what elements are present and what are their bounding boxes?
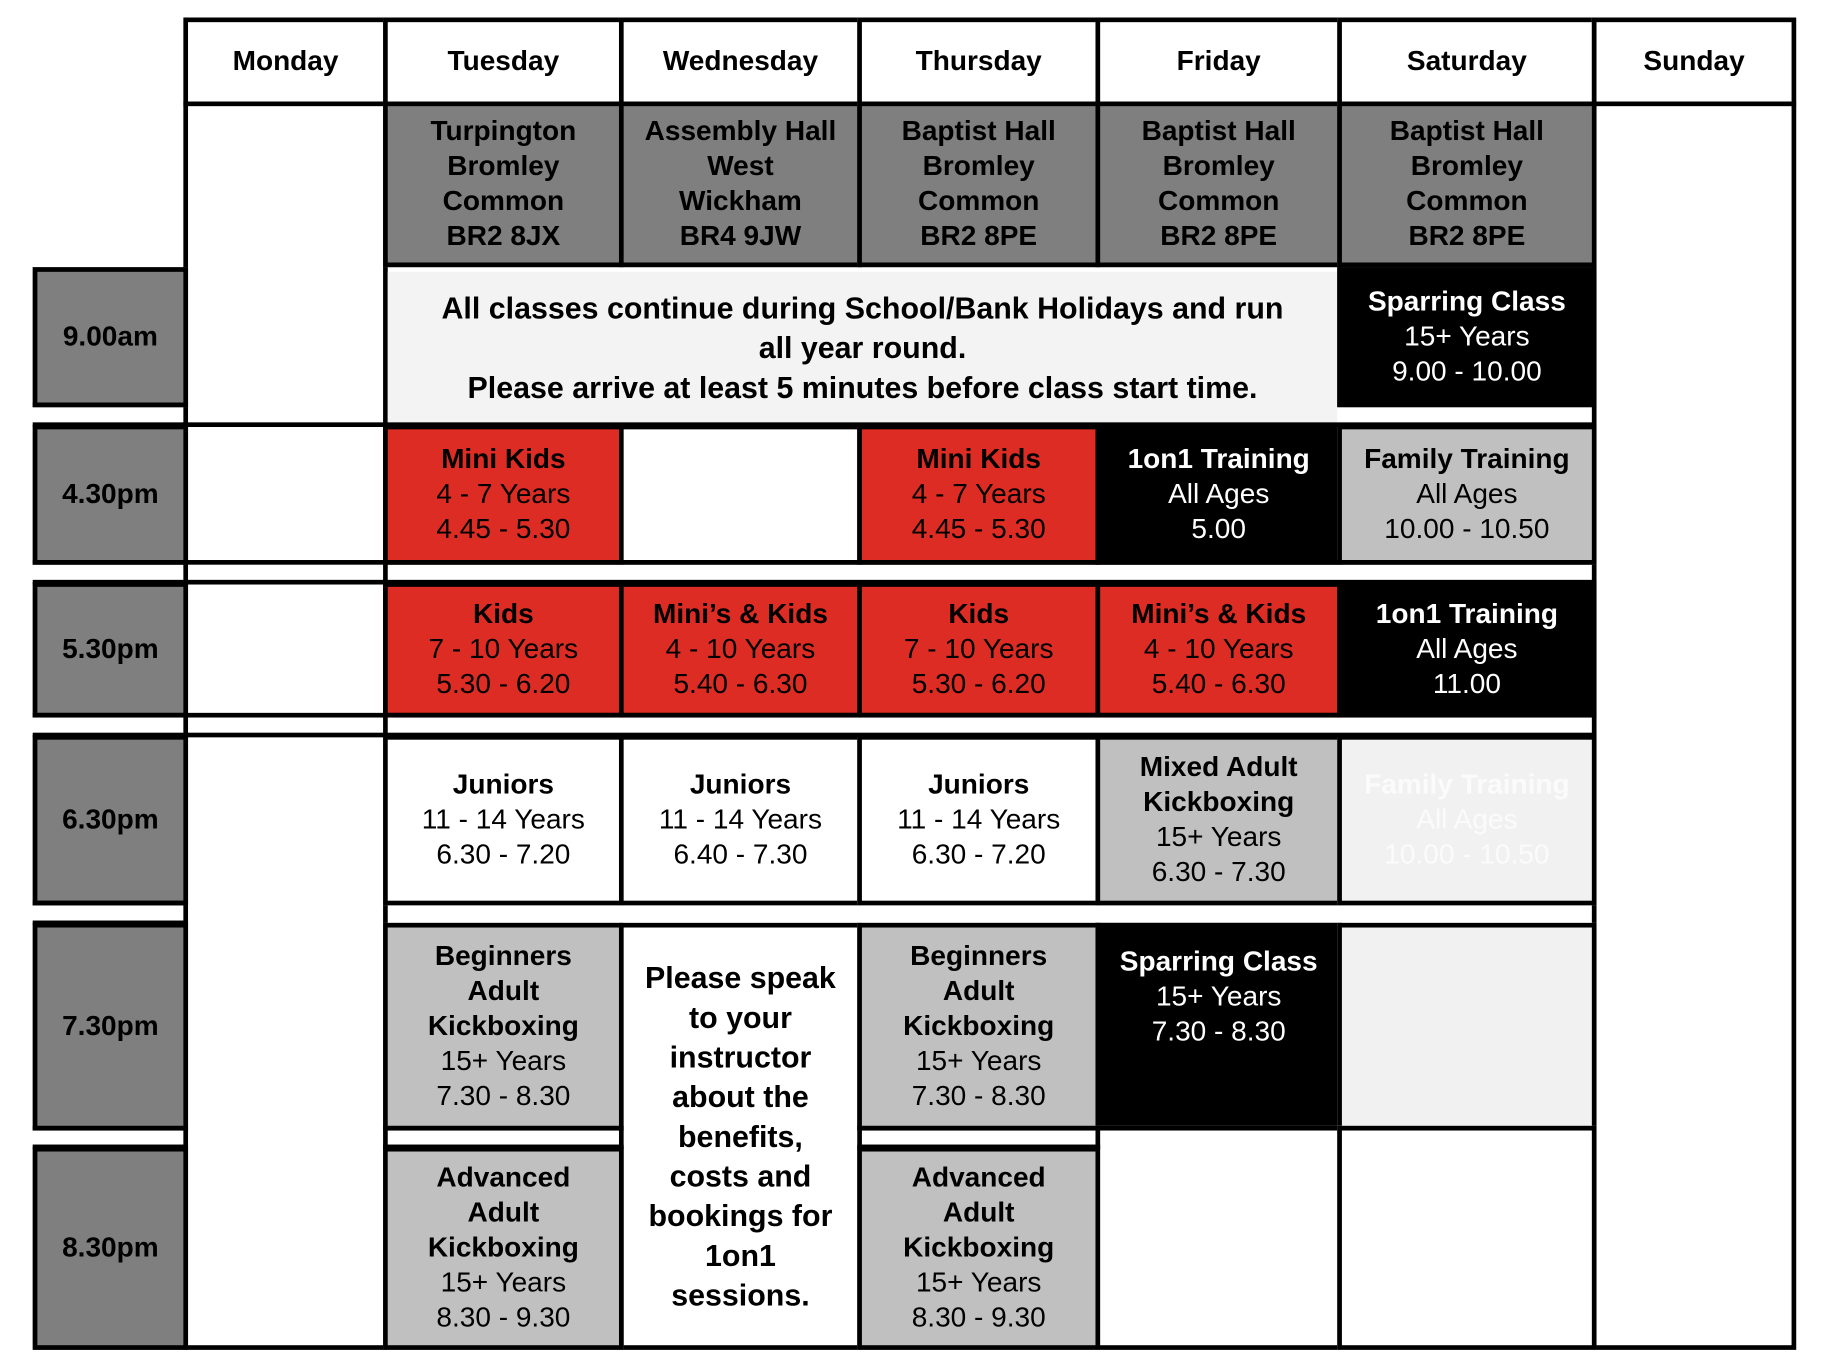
class-time: 6.30 - 7.20 bbox=[436, 838, 571, 871]
class-name: Beginners bbox=[910, 940, 1048, 972]
class-time: 8.30 - 9.30 bbox=[911, 1302, 1046, 1334]
notice-line: all year round. bbox=[758, 330, 967, 366]
class-time: 7.30 - 8.30 bbox=[911, 1080, 1046, 1112]
class-age: 4 - 10 Years bbox=[665, 633, 816, 666]
class-fri-sparring bbox=[1095, 923, 1341, 1131]
class-age: All Ages bbox=[1416, 803, 1518, 836]
class-age: 11 - 14 Years bbox=[658, 803, 823, 836]
class-thu-mini-kids bbox=[857, 425, 1100, 565]
time-label: 9.00am bbox=[62, 320, 158, 353]
class-sat-family-faded bbox=[1337, 735, 1596, 905]
class-thu-beginners bbox=[857, 923, 1100, 1131]
class-sat-sparring bbox=[1337, 267, 1596, 407]
venue-line: Bromley bbox=[1410, 150, 1523, 183]
divider bbox=[383, 1126, 624, 1131]
divider bbox=[857, 1126, 1100, 1131]
class-name: Juniors bbox=[452, 768, 554, 801]
venue-line: Bromley bbox=[447, 150, 560, 183]
class-name: Advanced bbox=[436, 1162, 571, 1194]
class-name: Sparring Class bbox=[1367, 285, 1566, 318]
class-time: 4.45 - 5.30 bbox=[911, 513, 1046, 545]
note-line: to your bbox=[688, 999, 792, 1035]
venue-line: Turpington bbox=[430, 115, 577, 148]
venue-postcode: BR4 9JW bbox=[679, 220, 802, 253]
class-age: 15+ Years bbox=[915, 1267, 1042, 1299]
class-time: 5.40 - 6.30 bbox=[673, 668, 808, 701]
venue-saturday bbox=[1337, 102, 1596, 268]
time-630pm bbox=[33, 735, 188, 905]
note-line: Please speak bbox=[645, 960, 836, 996]
venue-thursday bbox=[857, 102, 1100, 268]
venue-wednesday bbox=[619, 102, 862, 268]
empty-wed-430 bbox=[619, 425, 862, 565]
class-name: Sparring Class bbox=[1119, 946, 1318, 978]
class-tue-mini-kids bbox=[383, 425, 624, 565]
class-age: 15+ Years bbox=[440, 1045, 567, 1077]
class-name: Kickboxing bbox=[903, 1010, 1055, 1042]
class-name: 1on1 Training bbox=[1375, 598, 1558, 631]
class-time: 8.30 - 9.30 bbox=[436, 1302, 571, 1334]
class-wed-juniors bbox=[619, 735, 862, 905]
header-thursday-label: Thursday bbox=[915, 45, 1042, 78]
class-time: 11.00 bbox=[1432, 668, 1501, 701]
venue-line: Bromley bbox=[922, 150, 1035, 183]
divider bbox=[33, 713, 1597, 718]
class-name: Kickboxing bbox=[903, 1232, 1055, 1264]
time-430pm bbox=[33, 425, 188, 565]
class-age: 15+ Years bbox=[440, 1267, 567, 1299]
class-tue-beginners bbox=[383, 923, 624, 1131]
note-line: sessions. bbox=[671, 1277, 810, 1313]
class-wed-minis-kids bbox=[619, 582, 862, 717]
note-line: instructor bbox=[669, 1039, 812, 1075]
class-name: Juniors bbox=[928, 768, 1030, 801]
header-friday-label: Friday bbox=[1176, 45, 1261, 78]
empty-fri-830 bbox=[1095, 1126, 1341, 1350]
class-age: 4 - 10 Years bbox=[1143, 633, 1294, 666]
class-name: Mini Kids bbox=[916, 443, 1041, 475]
venue-postcode: BR2 8PE bbox=[1160, 220, 1278, 253]
venue-tuesday bbox=[383, 102, 624, 268]
class-age: 15+ Years bbox=[1155, 981, 1282, 1013]
divider bbox=[33, 901, 188, 906]
class-name: Family Training bbox=[1364, 768, 1570, 801]
divider bbox=[383, 1145, 624, 1150]
class-thu-advanced bbox=[857, 1147, 1100, 1350]
venue-friday bbox=[1095, 102, 1341, 268]
class-age: 11 - 14 Years bbox=[421, 803, 585, 836]
divider bbox=[33, 1145, 188, 1150]
class-age: 4 - 7 Years bbox=[436, 478, 571, 510]
sunday-column bbox=[1592, 102, 1796, 1350]
class-time: 5.30 - 6.20 bbox=[911, 668, 1046, 701]
header-saturday bbox=[1337, 18, 1596, 107]
time-label: 6.30pm bbox=[62, 803, 159, 836]
class-time: 10.00 - 10.50 bbox=[1384, 513, 1550, 545]
time-label: 4.30pm bbox=[62, 478, 159, 510]
time-730pm bbox=[33, 923, 188, 1131]
note-line: 1on1 bbox=[705, 1237, 776, 1273]
divider bbox=[33, 733, 1597, 738]
header-wednesday bbox=[619, 18, 862, 107]
note-line: benefits, bbox=[678, 1118, 803, 1154]
time-label: 5.30pm bbox=[62, 633, 159, 666]
notice-line: Please arrive at least 5 minutes before class start time. bbox=[467, 369, 1258, 405]
class-name: Kids bbox=[948, 598, 1010, 631]
class-thu-juniors bbox=[857, 735, 1100, 905]
class-name: Adult bbox=[467, 1197, 540, 1229]
class-name: 1on1 Training bbox=[1127, 443, 1310, 475]
header-monday-label: Monday bbox=[232, 45, 339, 78]
class-name: Adult bbox=[467, 975, 540, 1007]
time-900am bbox=[33, 267, 188, 407]
divider bbox=[33, 1126, 188, 1131]
venue-line: Assembly Hall bbox=[644, 115, 837, 148]
class-fri-minis-kids bbox=[1095, 582, 1341, 717]
class-fri-mixed-adult bbox=[1095, 735, 1341, 905]
divider bbox=[33, 580, 1597, 585]
venue-line: Common bbox=[442, 185, 565, 218]
divider bbox=[33, 921, 188, 926]
class-name: Kickboxing bbox=[1143, 786, 1295, 818]
class-name: Kickboxing bbox=[427, 1232, 579, 1264]
class-sat-family bbox=[1337, 425, 1596, 565]
class-name: Beginners bbox=[434, 940, 572, 972]
venue-postcode: BR2 8PE bbox=[920, 220, 1038, 253]
class-name: Adult bbox=[942, 1197, 1015, 1229]
venue-line: Baptist Hall bbox=[1389, 115, 1544, 148]
class-name: Advanced bbox=[911, 1162, 1046, 1194]
class-time: 6.40 - 7.30 bbox=[673, 838, 808, 871]
class-thu-kids bbox=[857, 582, 1100, 717]
class-time: 7.30 - 8.30 bbox=[436, 1080, 571, 1112]
class-age: 15+ Years bbox=[1155, 821, 1282, 853]
class-age: 11 - 14 Years bbox=[897, 803, 1061, 836]
class-name: Family Training bbox=[1364, 443, 1570, 475]
class-age: 7 - 10 Years bbox=[903, 633, 1054, 666]
venue-line: Common bbox=[1157, 185, 1280, 218]
class-age: 4 - 7 Years bbox=[911, 478, 1046, 510]
class-time: 7.30 - 8.30 bbox=[1151, 1016, 1286, 1048]
venue-line: Common bbox=[917, 185, 1040, 218]
divider bbox=[33, 403, 188, 408]
class-age: 7 - 10 Years bbox=[428, 633, 579, 666]
class-time: 10.00 - 10.50 bbox=[1384, 838, 1550, 871]
class-time: 9.00 - 10.00 bbox=[1392, 355, 1542, 388]
divider bbox=[33, 560, 1597, 565]
class-tue-juniors bbox=[383, 735, 624, 905]
empty-sat-830 bbox=[1337, 1126, 1596, 1350]
time-label: 8.30pm bbox=[62, 1232, 159, 1264]
monday-column bbox=[183, 102, 387, 1350]
time-530pm bbox=[33, 582, 188, 717]
class-age: All Ages bbox=[1416, 478, 1518, 510]
venue-line: Bromley bbox=[1162, 150, 1275, 183]
header-monday bbox=[183, 18, 387, 107]
class-name: Kids bbox=[472, 598, 534, 631]
class-name: Juniors bbox=[689, 768, 792, 801]
venue-line: West bbox=[707, 150, 774, 183]
note-line: about the bbox=[672, 1079, 809, 1115]
divider bbox=[33, 422, 1597, 427]
class-name: Adult bbox=[942, 975, 1015, 1007]
class-age: 15+ Years bbox=[1404, 320, 1530, 353]
header-tuesday bbox=[383, 18, 624, 107]
class-time: 5.30 - 6.20 bbox=[436, 668, 571, 701]
header-sunday-label: Sunday bbox=[1643, 45, 1745, 78]
class-tue-advanced bbox=[383, 1147, 624, 1350]
header-saturday-label: Saturday bbox=[1406, 45, 1527, 78]
class-age: All Ages bbox=[1416, 633, 1518, 666]
class-time: 6.30 - 7.30 bbox=[1151, 856, 1286, 888]
header-friday bbox=[1095, 18, 1341, 107]
venue-postcode: BR2 8PE bbox=[1408, 220, 1526, 253]
venue-line: Wickham bbox=[679, 185, 802, 218]
time-830pm bbox=[33, 1147, 188, 1350]
class-name: Mixed Adult bbox=[1139, 751, 1298, 783]
class-time: 4.45 - 5.30 bbox=[436, 513, 571, 545]
header-tuesday-label: Tuesday bbox=[447, 45, 560, 78]
notice-banner bbox=[388, 272, 1338, 424]
venue-line: Common bbox=[1406, 185, 1528, 218]
wed-1on1-note bbox=[619, 923, 862, 1350]
note-line: bookings for bbox=[648, 1198, 833, 1234]
class-time: 5.00 bbox=[1191, 513, 1246, 545]
time-label: 7.30pm bbox=[62, 1010, 159, 1042]
notice-line: All classes continue during School/Bank Holidays and run bbox=[441, 290, 1284, 326]
venue-postcode: BR2 8JX bbox=[446, 220, 561, 253]
class-age: 15+ Years bbox=[915, 1045, 1042, 1077]
divider bbox=[857, 1145, 1100, 1150]
class-fri-1on1 bbox=[1095, 425, 1341, 565]
class-age: All Ages bbox=[1168, 478, 1270, 510]
header-sunday bbox=[1592, 18, 1796, 107]
header-wednesday-label: Wednesday bbox=[662, 45, 819, 78]
class-sat-1on1 bbox=[1337, 582, 1596, 717]
class-name: Mini’s & Kids bbox=[652, 598, 828, 631]
class-tue-kids bbox=[383, 582, 624, 717]
venue-line: Baptist Hall bbox=[1141, 115, 1296, 148]
venue-line: Baptist Hall bbox=[901, 115, 1056, 148]
class-name: Mini’s & Kids bbox=[1131, 598, 1307, 631]
class-name: Mini Kids bbox=[441, 443, 566, 475]
class-time: 6.30 - 7.20 bbox=[911, 838, 1046, 871]
header-thursday bbox=[857, 18, 1100, 107]
empty-sat-730 bbox=[1337, 923, 1596, 1131]
class-name: Kickboxing bbox=[427, 1010, 579, 1042]
note-line: costs and bbox=[669, 1158, 812, 1194]
class-time: 5.40 - 6.30 bbox=[1151, 668, 1286, 701]
